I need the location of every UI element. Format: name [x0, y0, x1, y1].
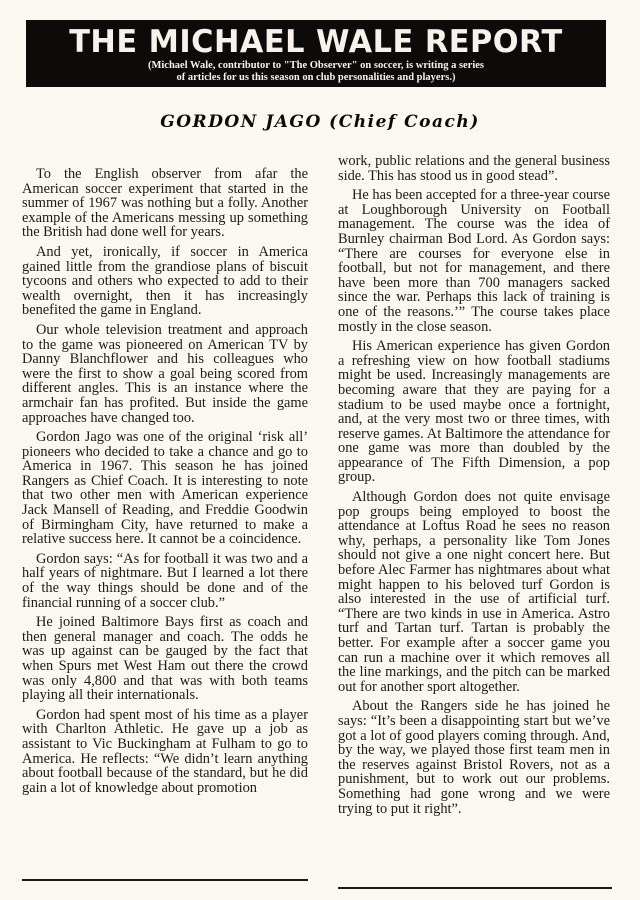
banner-subtitle-line-2: of articles for us this season on club personalities and players.) — [176, 72, 456, 83]
divider-rule-left — [22, 879, 308, 881]
right-column — [338, 154, 610, 821]
paragraph: Gordon Jago was one of the original ‘risk all’ pioneers who decided to take a chance and go to America in 1967. This season he has joined Rangers as Chief Coach. It is interesting to note that two other men with American experience Jack Mansell of Reading, and Freddie Goodwin of Birmingham City, have returned to make a relative success here. It cannot be a coincidence. — [22, 429, 308, 548]
paragraph: He joined Baltimore Bays first as coach and then general manager and coach. The odds he was up against can be gauged by the fact that when Spurs met West Ham out there the crowd was only 4,800 and that was with both teams playing all their internationals. — [22, 614, 308, 704]
report-banner — [26, 20, 606, 87]
paragraph-continued: work, public relations and the general business side. This has stood us in good stead”. — [338, 153, 610, 184]
paragraph: About the Rangers side he has joined he says: “It’s been a disappointing start but we’ve got a lot of good players coming through. And, by the way, we played those first team men in the reserves against Bristol Rovers, not as a punishment, but to work out our problems. Something had gone wrong and we were trying to put it right”. — [338, 698, 610, 817]
divider-rule-right — [338, 887, 612, 889]
paragraph: Gordon had spent most of his time as a player with Charlton Athletic. He gave up a job as assistant to Vic Buckingham at Fulham to go to America. He reflects: “We didn’t learn anything about football because of the standard, but he did gain a lot of knowledge about promotion — [22, 706, 308, 796]
paragraph: He has been accepted for a three-year course at Loughborough University on Football management. The course was the idea of Burnley chairman Bod Lord. As Gordon says: “There are courses for everyone else in football, but not for management, and there have been more than 700 managers sacked since the war. Perhaps this lack of training is one of the reasons.’” The course takes place mostly in the close season. — [338, 187, 610, 335]
article-headline: GORDON JAGO (Chief Coach) — [160, 112, 480, 132]
paragraph: Gordon says: “As for football it was two and a half years of nightmare. But I learned a lot there of the way things should be done and of the financial running of a soccer club.” — [22, 550, 308, 611]
banner-title: THE MICHAEL WALE REPORT — [69, 24, 563, 60]
paragraph: His American experience has given Gordon a refreshing view on how football stadiums might be used. Increasingly managements are becoming aware that they are paying for a stadium to be used maybe once a fortnight, and, at the very most two or three times, with reserve games. At Baltimore the attendance for one game was more than doubled by the appearance of The Fifth Dimension, a pop group. — [338, 338, 610, 486]
paragraph: Our whole television treatment and approach to the game was pioneered on American TV by Danny Blanchflower and his colleagues who were the first to show a goal being scored from different angles. This is an instance where the armchair fan has profited. But inside the game approaches have changed too. — [22, 321, 308, 426]
paragraph: And yet, ironically, if soccer in America gained little from the grandiose plans of biscuit tycoons and others who expected to add to their wealth overnight, then it has increasingly benefited the game in England. — [22, 243, 308, 319]
banner-subtitle-line-1: (Michael Wale, contributor to "The Observer" on soccer, is writing a series — [147, 60, 485, 71]
paragraph: Although Gordon does not quite envisage pop groups being employed to boost the attendance at Loftus Road he sees no reason why, perhaps, a personality like Tom Jones should not give a one night concert here. But before Alec Farmer has nightmares about what might happen to his beloved turf Gordon is also interested in the use of artificial turf. “There are two kinds in use in America. Astro turf and Tartan turf. Tartan is probably the better. For example after a soccer game you can run a machine over it which removes all the line markings, and the pitch can be marked out for another sport altogether. — [338, 489, 610, 695]
paragraph: To the English observer from afar the American soccer experiment that started in the summer of 1967 was nothing but a folly. Another example of the Americans messing up something the British had done well for years. — [22, 166, 308, 241]
left-column — [22, 167, 308, 800]
